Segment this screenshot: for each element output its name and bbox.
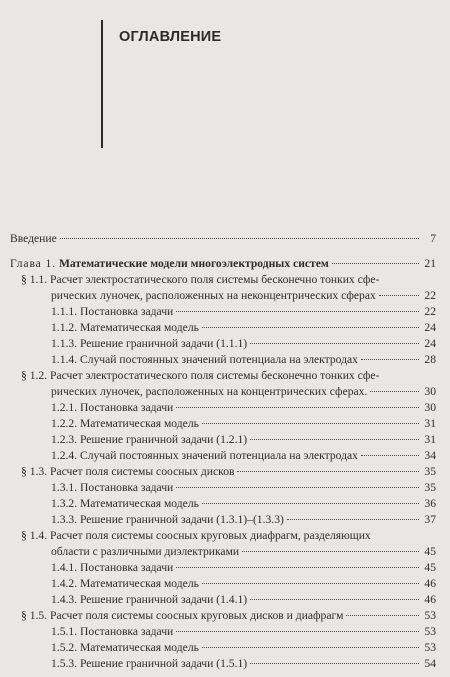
- dot-leader: [287, 519, 419, 520]
- dot-leader: [250, 663, 419, 664]
- toc-entry-introduction[interactable]: [10, 231, 436, 246]
- dot-leader: [250, 439, 419, 440]
- dot-leader: [60, 238, 419, 239]
- section-title-line2: рических луночек, расположенных на концентрических сферах.: [51, 385, 368, 398]
- toc-entry-page: 21: [424, 257, 436, 270]
- toc-entry-page: 45: [424, 561, 436, 574]
- dot-leader: [176, 631, 419, 632]
- toc-subsection[interactable]: 1.2.4. Случай постоянных значений потенциала на электродах 34: [51, 449, 436, 462]
- toc-section-1-1[interactable]: [51, 288, 436, 303]
- dot-leader: [332, 263, 419, 264]
- toc-entry-text: Введение: [10, 232, 57, 245]
- toc-entry-page: 46: [424, 577, 436, 590]
- toc-entry-page: 34: [424, 449, 436, 462]
- section-title-line1: Расчет электростатического поля системы бесконечно тонких сфе-: [50, 369, 380, 382]
- toc-entry-page: 7: [430, 232, 436, 245]
- toc-entry-page: 53: [424, 609, 436, 622]
- dot-leader: [176, 567, 419, 568]
- section-title-line1: Расчет электростатического поля системы бесконечно тонких сфе-: [50, 273, 380, 286]
- toc-subsection[interactable]: 1.5.1. Постановка задачи 53: [51, 625, 436, 638]
- toc-entry-page: 37: [424, 513, 436, 526]
- section-title-line2: рических луночек, расположенных на неконцентрических сферах: [51, 289, 376, 302]
- dot-leader: [250, 599, 419, 600]
- toc-section-1-3[interactable]: [21, 464, 436, 479]
- page-title: ОГЛАВЛЕНИЕ: [119, 29, 222, 45]
- toc-subsection[interactable]: 1.3.2. Математическая модель 36: [51, 497, 436, 510]
- dot-leader: [176, 487, 419, 488]
- toc-entry-page: 53: [424, 641, 436, 654]
- section-title-line2: области с различными диэлектриками: [51, 545, 240, 558]
- section-prefix: § 1.2.: [21, 369, 48, 382]
- vertical-rule: [101, 20, 103, 148]
- toc-subsection[interactable]: 1.3.1. Постановка задачи 35: [51, 481, 436, 494]
- toc-subsection[interactable]: 1.1.4. Случай постоянных значений потенциала на электродах 28: [51, 353, 436, 366]
- toc-subsection[interactable]: 1.4.3. Решение граничной задачи (1.4.1) 46: [51, 593, 436, 606]
- toc-section-1-4[interactable]: [51, 544, 436, 559]
- dot-leader: [361, 359, 419, 360]
- section-prefix: § 1.3.: [21, 465, 48, 478]
- toc-entry-page: 53: [424, 625, 436, 638]
- toc-subsection[interactable]: 1.5.3. Решение граничной задачи (1.5.1) 54: [51, 657, 436, 670]
- toc-subsection[interactable]: 1.2.3. Решение граничной задачи (1.2.1) 31: [51, 433, 436, 446]
- dot-leader: [250, 343, 419, 344]
- toc-subsection[interactable]: 1.2.1. Постановка задачи 30: [51, 401, 436, 414]
- toc-entry-page: 35: [424, 481, 436, 494]
- toc-subsection[interactable]: 1.4.2. Математическая модель 46: [51, 577, 436, 590]
- toc-section-1-4-line1[interactable]: [21, 528, 371, 543]
- toc-entry-page: 35: [424, 465, 436, 478]
- dot-leader: [370, 391, 419, 392]
- dot-leader: [361, 455, 419, 456]
- toc-section-1-1-line1[interactable]: [21, 272, 379, 287]
- toc-subsection[interactable]: 1.1.1. Постановка задачи 22: [51, 305, 436, 318]
- toc-subsection[interactable]: 1.4.1. Постановка задачи 45: [51, 561, 436, 574]
- toc-entry-page: 24: [424, 321, 436, 334]
- toc-subsection[interactable]: 1.1.3. Решение граничной задачи (1.1.1) 24: [51, 337, 436, 350]
- toc-section-1-2[interactable]: [51, 384, 436, 399]
- dot-leader: [176, 311, 419, 312]
- section-title: Расчет поля системы соосных круговых дисков и диафрагм: [50, 609, 344, 622]
- toc-entry-page: 24: [424, 337, 436, 350]
- toc-entry-page: 28: [424, 353, 436, 366]
- section-title-line1: Расчет поля системы соосных круговых диафрагм, разделяющих: [50, 529, 371, 542]
- toc-entry-chapter-1[interactable]: [10, 256, 436, 271]
- toc-entry-page: 30: [424, 385, 436, 398]
- toc-entry-page: 36: [424, 497, 436, 510]
- toc-entry-page: 30: [424, 401, 436, 414]
- toc-entry-page: 45: [424, 545, 436, 558]
- dot-leader: [346, 615, 419, 616]
- chapter-prefix: Глава 1.: [10, 257, 57, 270]
- dot-leader: [202, 423, 419, 424]
- toc-entry-page: 31: [424, 417, 436, 430]
- toc-entry-page: 22: [424, 305, 436, 318]
- section-title: Расчет поля системы соосных дисков: [50, 465, 235, 478]
- toc-entry-page: 46: [424, 593, 436, 606]
- toc-section-1-5[interactable]: [21, 608, 436, 623]
- dot-leader: [379, 295, 419, 296]
- toc-subsection[interactable]: 1.5.2. Математическая модель 53: [51, 641, 436, 654]
- toc-entry-page: 54: [424, 657, 436, 670]
- toc-subsection[interactable]: 1.2.2. Математическая модель 31: [51, 417, 436, 430]
- dot-leader: [202, 647, 419, 648]
- dot-leader: [237, 471, 419, 472]
- toc-section-1-2-line1[interactable]: [21, 368, 379, 383]
- dot-leader: [202, 583, 419, 584]
- dot-leader: [176, 407, 419, 408]
- section-prefix: § 1.5.: [21, 609, 48, 622]
- dot-leader: [242, 551, 419, 552]
- chapter-title: Математические модели многоэлектродных систем: [58, 257, 329, 270]
- section-prefix: § 1.1.: [21, 273, 48, 286]
- toc-subsection[interactable]: 1.1.2. Математическая модель 24: [51, 321, 436, 334]
- toc-subsection[interactable]: 1.3.3. Решение граничной задачи (1.3.1)–(1.3.3) 37: [51, 513, 436, 526]
- section-prefix: § 1.4.: [21, 529, 48, 542]
- dot-leader: [202, 503, 419, 504]
- toc-entry-page: 22: [424, 289, 436, 302]
- toc-entry-page: 31: [424, 433, 436, 446]
- dot-leader: [202, 327, 419, 328]
